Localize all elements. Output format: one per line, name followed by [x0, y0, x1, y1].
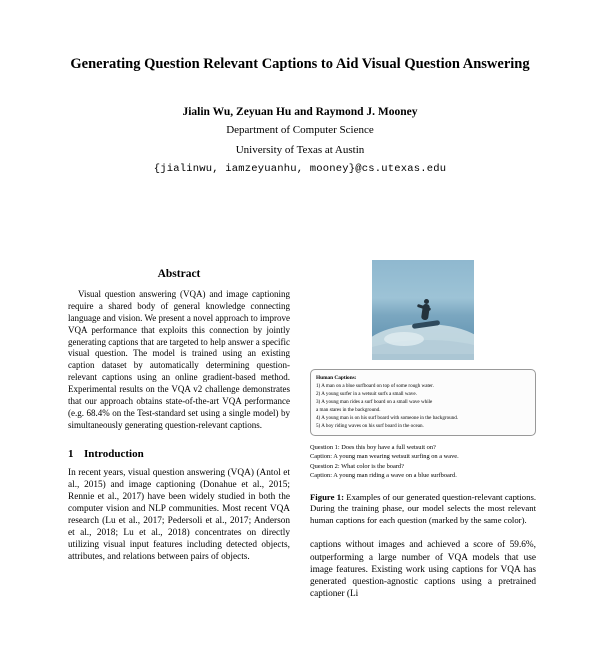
question-1-text: Does this boy have a full wetsuit on?: [341, 443, 436, 451]
question-1-prefix: Question 1:: [310, 443, 340, 451]
caption-1-prefix: Caption:: [310, 453, 333, 461]
figure-1-caption: [310, 492, 536, 526]
abstract-text: Visual question answering (VQA) and image captioning require a shared body of general knowledge connecting language and vision. We present a novel approach to improve VQA performance that exploits this connection by jointly generating captions that are targeted to help answer a specific visual question. The model is trained using an existing caption dataset by automatically determining question-relevant captions using an online gradient-based method. Experimental results on the VQA v2 challenge demonstrates that our approach obtains state-of-the-art VQA performance (e.g. 68.4% on the Test-standard set using a single model) by simultaneously generating question-relevant captions.: [68, 289, 290, 430]
page-title: Generating Question Relevant Captions to Aid Visual Question Answering: [70, 56, 530, 72]
caption-1-text: A young man wearing wetsuit surfing on a wave.: [333, 453, 459, 461]
two-column-body: [0, 260, 600, 655]
human-caption-2: 2) A young surfer in a wetsuit surfs a small wave.: [316, 391, 417, 398]
surfer-photo: [372, 260, 474, 360]
right-column: [310, 260, 536, 606]
author-emails: {jialinwu, iamzeyuanhu, mooney}@cs.utexas.edu: [153, 162, 447, 175]
author-list: Jialin Wu, Zeyuan Hu and Raymond J. Mooney: [182, 105, 418, 118]
section-number: 1: [68, 447, 74, 460]
left-column: [68, 260, 290, 569]
caption-2-prefix: Caption:: [310, 472, 333, 480]
human-caption-3: 3) A young man rides a surf board on a small wave while: [316, 398, 433, 405]
section-title: Introduction: [84, 447, 144, 460]
intro-paragraph-1: In recent years, visual question answering (VQA) (Antol et al., 2015) and image captioning (Donahue et al., 2015; Rennie et al., 2017) have been widely studied in both the computer vision and NLP communities. Most recent VQA research (Lu et al., 2017; Pedersoli et al., 2017; Anderson et al., 2018; Lu et al., 2018) concentrates on directly utilizing visual input features including detected objects, attributes, and relations between pairs of objects.: [68, 467, 290, 563]
question-2-line: [310, 462, 536, 472]
human-captions-title: Human Captions:: [316, 375, 357, 381]
qa-examples: [310, 443, 536, 481]
paper-page: [0, 55, 600, 655]
abstract-heading: Abstract: [157, 268, 201, 280]
water-spray: [384, 332, 424, 346]
human-captions-box: [310, 369, 536, 436]
figure-1-caption-text: Examples of our generated question-relevant captions. During the training phase, our model selects the most relevant human captions for each question (marked by the same color).: [310, 491, 536, 525]
affiliation-line-2: University of Texas at Austin: [235, 143, 365, 156]
figure-1-label: Figure 1:: [310, 491, 344, 502]
human-caption-3-cont: a man stares in the background.: [316, 406, 381, 413]
caption-1-line: [310, 452, 536, 462]
right-column-continuation: captions without images and achieved a score of 59.6%, outperforming a large number of VQA models that use image features. Existing work using captions for VQA has generated question-agnostic captions using a pretrained captioner (Li: [310, 540, 536, 599]
section-heading-introduction: [68, 448, 290, 460]
figure-1: [310, 260, 536, 600]
affiliation-line-1: Department of Computer Science: [226, 123, 374, 136]
human-caption-5: 5) A boy riding waves on his surf board in the ocean.: [316, 422, 424, 429]
human-caption-4: 4) A young man is on his surf board with someone in the background.: [316, 414, 459, 421]
human-caption-1: 1) A man on a blue surfboard on top of some rough water.: [316, 383, 434, 390]
question-2-prefix: Question 2:: [310, 462, 340, 470]
caption-2-line: [310, 471, 536, 481]
question-2-text: What color is the board?: [341, 462, 404, 470]
surfer-head: [424, 299, 429, 304]
caption-2-text: A young man riding a wave on a blue surfboard.: [333, 472, 457, 480]
question-1-line: [310, 443, 536, 453]
